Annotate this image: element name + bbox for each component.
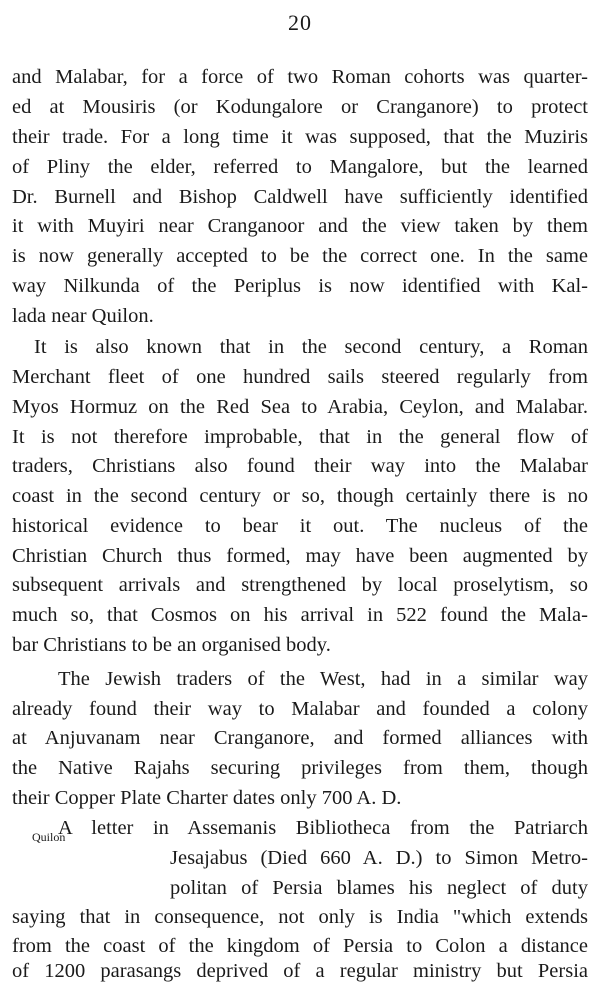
text-line: Dr. Burnell and Bishop Caldwell have sufficiently identified (12, 186, 588, 208)
text-line: is now generally accepted to be the correct one. In the same (12, 245, 588, 267)
text-line: Jesajabus (Died 660 A. D.) to Simon Metro- (170, 847, 588, 869)
text-line: at Anjuvanam near Cranganore, and formed alliances with (12, 727, 588, 749)
text-line: Merchant fleet of one hundred sails steered regularly from (12, 366, 588, 388)
text-line: politan of Persia blames his neglect of duty (170, 877, 588, 899)
text-line: it with Muyiri near Cranganoor and the view taken by them (12, 215, 588, 237)
margin-note: Quilon (32, 830, 66, 844)
text-line: It is also known that in the second century, a Roman (34, 336, 588, 358)
text-line: Myos Hormuz on the Red Sea to Arabia, Ceylon, and Malabar. (12, 396, 588, 418)
text-line: of Pliny the elder, referred to Mangalore, but the learned (12, 156, 588, 178)
page-number: 20 (288, 10, 312, 35)
text-line: bar Christians to be an organised body. (12, 634, 331, 656)
text-line: way Nilkunda of the Periplus is now identified with Kal- (12, 275, 588, 297)
text-line: lada near Quilon. (12, 305, 154, 327)
text-line: historical evidence to bear it out. The nucleus of the (12, 515, 588, 537)
text-line: saying that in consequence, not only is India "which extends (12, 906, 588, 928)
text-line: their Copper Plate Charter dates only 700 A. D. (12, 787, 402, 809)
text-line: The Jewish traders of the West, had in a similar way (58, 668, 588, 690)
text-line: Christian Church thus formed, may have been augmented by (12, 545, 588, 567)
text-line: from the coast of the kingdom of Persia to Colon a distance (12, 935, 588, 957)
text-line: already found their way to Malabar and founded a colony (12, 698, 588, 720)
text-line: subsequent arrivals and strengthened by local proselytism, so (12, 574, 588, 596)
text-line: coast in the second century or so, though certainly there is no (12, 485, 588, 507)
text-line: ed at Mousiris (or Kodungalore or Cranganore) to protect (12, 96, 588, 118)
text-line: their trade. For a long time it was supposed, that the Muziris (12, 126, 588, 148)
text-line: much so, that Cosmos on his arrival in 522 found the Mala- (12, 604, 588, 626)
text-line: the Native Rajahs securing privileges from them, though (12, 757, 588, 779)
text-line: of 1200 parasangs deprived of a regular ministry but Persia (12, 960, 588, 982)
text-line: A letter in Assemanis Bibliotheca from the Patriarch (58, 817, 588, 839)
text-line: and Malabar, for a force of two Roman cohorts was quarter- (12, 66, 588, 88)
text-line: It is not therefore improbable, that in the general flow of (12, 426, 588, 448)
text-line: traders, Christians also found their way into the Malabar (12, 455, 588, 477)
